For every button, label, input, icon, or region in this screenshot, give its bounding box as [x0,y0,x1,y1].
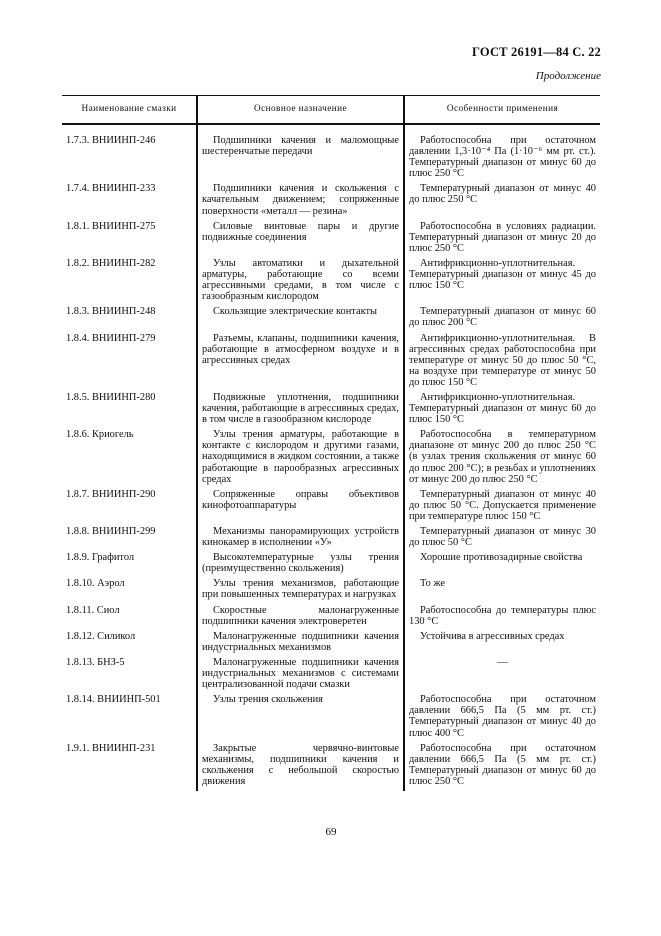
table-row [62,578,600,604]
page-number: 69 [325,826,337,838]
lubricant-purpose: Закрытые червячно-винтовые механизмы, подшипники качения и скольжения с небольшой скоростью движения [197,743,404,791]
table-row [62,392,600,429]
lubricant-purpose: Сопряженные оправы объективов кинофотоаппаратуры [197,489,404,526]
lubricant-name: 1.8.10. Аэрол [66,578,125,590]
lubricant-features: Работоспособна при остаточном давлении 1,3·10⁻⁴ Па (1·10⁻⁶ мм рт. ст.). Температурный диапазон от минус 60 до плюс 250 °С [409,135,596,180]
lubricant-name: 1.8.2. ВНИИНП-282 [66,257,156,269]
lubricant-features: Работоспособна до температуры плюс 130 °С [409,604,596,627]
table-header-row [62,96,600,125]
lubricant-features: Температурный диапазон от минус 40 до плюс 250 °С [409,183,596,206]
continuation-label: Продолжение [535,70,601,82]
table-row [62,489,600,526]
table-row [62,605,600,631]
lubricant-purpose: Механизмы панорамирующих устройств кинокамер в исполнении «У» [197,526,404,552]
lubricant-name: 1.8.14. ВНИИНП-501 [66,694,161,706]
table-row [62,333,600,392]
table-row [62,694,600,742]
column-header-purpose: Основное назначение [197,96,404,125]
table-row [62,258,600,306]
lubricant-features: Работоспособна при остаточном давлении 666,5 Па (5 мм рт. ст.) Температурный диапазон от минус 40 до плюс 400 °С [409,694,596,739]
lubricant-purpose: Подвижные уплотнения, подшипники качения, работающие в агрессивных средах, в том числе в газообразном кислороде [197,392,404,429]
table-row [62,124,600,183]
lubricant-features: — [497,656,508,668]
lubricants-table [62,95,600,791]
lubricant-purpose: Узлы трения механизмов, работающие при повышенных температурах и нагрузках [197,578,404,604]
lubricant-name: 1.9.1. ВНИИНП-231 [66,742,156,754]
table-row [62,657,600,694]
table-row [62,631,600,657]
lubricant-name: 1.8.13. БНЗ-5 [66,656,125,668]
gost-standard-header: ГОСТ 26191—84 С. 22 [472,45,601,59]
lubricant-features: Температурный диапазон от минус 30 до плюс 50 °С [409,526,596,549]
table-row [62,221,600,258]
lubricant-features: Устойчива в агрессивных средах [420,630,565,642]
lubricant-purpose: Узлы автоматики и дыхательной арматуры, работающие со всеми агрессивными средами, в том числе с газообразным кислородом [197,258,404,306]
table-row [62,526,600,552]
lubricant-purpose: Разъемы, клапаны, подшипники качения, работающие в атмосферном воздухе и в агрессивных средах [197,333,404,392]
lubricant-purpose: Малонагруженные подшипники качения индустриальных механизмов с системами централизованной подачи смазки [197,657,404,694]
column-header-name: Наименование смазки [62,96,197,125]
lubricant-name: 1.8.11. Сиол [66,604,120,616]
lubricant-features: Работоспособна в температурном диапазоне от минус 200 до плюс 250 °С (в узлах трения скольжения от минус 60 до плюс 200 °С); в резьбах и уплотнениях от минус 200 до плюс 250 °С [409,429,596,485]
table-row [62,306,600,332]
lubricant-features: То же [420,578,446,590]
lubricant-name: 1.8.4. ВНИИНП-279 [66,332,156,344]
lubricant-features: Хорошие противозадирные свойства [420,552,583,564]
table-row [62,552,600,578]
lubricant-name: 1.7.3. ВНИИНП-246 [66,135,156,146]
lubricant-features: Температурный диапазон от минус 40 до плюс 50 °С. Допускается применение при температуре плюс 150 °С [409,488,596,522]
lubricant-purpose: Скоростные малонагруженные подшипники качения электроверетен [197,605,404,631]
lubricant-features: Антифрикционно-уплотнительная. Температурный диапазон от минус 45 до плюс 150 °С [409,257,596,292]
lubricant-features: Антифрикционно-уплотнительная. В агрессивных средах работоспособна при температуре от минус 50 до плюс 50 °С, на воздухе при температуре от минус 50 до плюс 150 °С [409,332,596,388]
table-row [62,429,600,488]
lubricant-name: 1.8.6. Криогель [66,429,134,441]
lubricant-purpose: Узлы трения арматуры, работающие в контакте с кислородом и другими газами, находящимися в жидком состоянии, а также работающие в парообразных агрессивных средах [197,429,404,488]
lubricant-purpose: Малонагруженные подшипники качения индустриальных механизмов [197,631,404,657]
lubricant-purpose: Узлы трения скольжения [197,694,404,742]
lubricant-purpose: Подшипники качения и маломощные шестеренчатые передачи [197,124,404,183]
lubricant-name: 1.8.3. ВНИИНП-248 [66,306,156,318]
lubricant-purpose: Силовые винтовые пары и другие подвижные соединения [197,221,404,258]
lubricant-name: 1.8.8. ВНИИНП-299 [66,526,156,537]
table-row [62,183,600,220]
lubricant-name: 1.8.7. ВНИИНП-290 [66,488,156,500]
lubricant-features: Антифрикционно-уплотнительная. Температурный диапазон от минус 60 до плюс 150 °С [409,391,596,426]
lubricant-name: 1.8.12. Силикол [66,630,136,642]
lubricant-features: Температурный диапазон от минус 60 до плюс 200 °С [409,306,596,329]
lubricant-purpose: Подшипники качения и скольжения с качательным движением; сопряженные поверхности «металл — резина» [197,183,404,220]
lubricant-features: Работоспособна при остаточном давлении 666,5 Па (5 мм рт. ст.) Температурный диапазон от минус 60 до плюс 250 °С [409,742,596,787]
lubricant-name: 1.8.5. ВНИИНП-280 [66,391,156,403]
lubricant-features: Работоспособна в условиях радиации. Температурный диапазон от минус 20 до плюс 250 °С [409,220,596,254]
lubricant-name: 1.8.9. Графитол [66,552,135,564]
lubricant-purpose: Скользящие электрические контакты [197,306,404,332]
lubricant-purpose: Высокотемпературные узлы трения (преимущественно скольжения) [197,552,404,578]
lubricant-name: 1.8.1. ВНИИНП-275 [66,220,156,232]
lubricant-name: 1.7.4. ВНИИНП-233 [66,183,156,195]
table-row [62,743,600,791]
column-header-features: Особенности применения [404,96,600,125]
